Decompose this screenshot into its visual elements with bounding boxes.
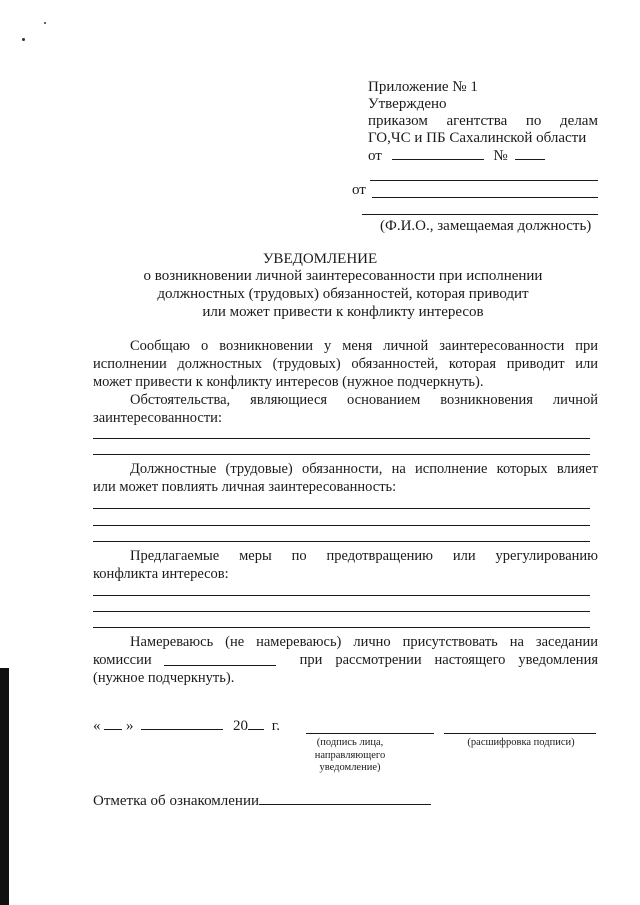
month-blank [141, 716, 223, 730]
fill-line [93, 611, 590, 612]
year-blank [248, 716, 264, 730]
title-line-3: или может привести к конфликту интересов [202, 304, 484, 320]
order-number-label: № [493, 148, 508, 164]
addressee-line-3 [362, 214, 598, 215]
scan-speck [44, 22, 46, 24]
p5-line-3: (нужное подчеркнуть). [93, 670, 235, 686]
scan-edge-shadow [0, 668, 9, 905]
order-date-number-row [368, 146, 545, 165]
paragraph-5 [93, 633, 598, 687]
signature-caption-line: уведомление) [319, 762, 381, 773]
year-suffix: г. [271, 718, 280, 734]
date-row [93, 716, 280, 735]
p5-commission-label: комиссии [93, 652, 152, 668]
fill-line [93, 541, 590, 542]
agency-name: ГО,ЧС и ПБ Сахалинской области [368, 130, 587, 146]
p1-line-2: исполнении должностных (трудовых) обязанностей, которая приводит или [93, 356, 598, 372]
addressee-line-2 [372, 197, 598, 198]
fill-line [93, 627, 590, 628]
paragraph-2 [93, 391, 598, 427]
day-blank [104, 716, 122, 730]
order-word: приказом [368, 113, 428, 129]
date-quote-open: « [93, 718, 101, 734]
title-line-1: о возникновении личной заинтересованности при исполнении [143, 268, 543, 284]
addressee-line-1 [370, 180, 598, 181]
signature-caption-line: (подпись лица, [316, 737, 384, 748]
p5-line-2 [93, 651, 598, 669]
order-word: делам [560, 113, 598, 129]
p1-line-1: Сообщаю о возникновении у меня личной заинтересованности при [130, 338, 598, 354]
signature-line [306, 733, 434, 734]
appendix-label: Приложение № 1 [368, 79, 478, 95]
acquaint-label: Отметка об ознакомлении [93, 793, 260, 809]
p3-line-1: Должностные (трудовые) обязанности, на исполнение которых влияет [130, 461, 598, 477]
fill-line [93, 508, 590, 509]
fill-line [93, 454, 590, 455]
p5-consideration-text: при рассмотрении настоящего уведомления [299, 652, 598, 668]
p3-line-2: или может повлиять личная заинтересованность: [93, 479, 397, 495]
commission-blank [164, 652, 276, 666]
order-date-blank [392, 146, 484, 160]
scan-speck [22, 38, 25, 41]
signature-decode-line [444, 733, 596, 734]
paragraph-1 [93, 337, 598, 391]
paragraph-4 [93, 547, 598, 583]
addressee-caption: (Ф.И.О., замещаемая должность) [380, 218, 592, 234]
acquaint-row [93, 791, 431, 810]
fill-line [93, 525, 590, 526]
order-date-label: от [368, 148, 382, 164]
signature-caption [300, 737, 400, 775]
approved-label: Утверждено [368, 96, 447, 112]
fill-line [93, 438, 590, 439]
decode-caption: (расшифровка подписи) [467, 737, 575, 748]
order-number-blank [515, 146, 545, 160]
p4-line-2: конфликта интересов: [93, 566, 229, 582]
title-line-2: должностных (трудовых) обязанностей, которая приводит [157, 286, 529, 302]
p2-line-2: заинтересованности: [93, 410, 222, 426]
addressee-from-label: от [352, 182, 366, 198]
p5-line-1: Намереваюсь (не намереваюсь) лично присутствовать на заседании [130, 634, 598, 650]
p4-line-1: Предлагаемые меры по предотвращению или урегулированию [130, 548, 598, 564]
year-prefix: 20 [233, 718, 248, 734]
signature-caption-line: направляющего [314, 749, 386, 761]
acquaint-blank [259, 791, 431, 805]
document-title: УВЕДОМЛЕНИЕ [262, 251, 378, 267]
order-word: агентства [446, 113, 508, 129]
p1-line-3: может привести к конфликту интересов (нужное подчеркнуть). [93, 374, 484, 390]
paragraph-3 [93, 460, 598, 496]
date-quote-close: » [126, 718, 134, 734]
p2-line-1: Обстоятельства, являющиеся основанием возникновения личной [130, 392, 598, 408]
order-line [368, 112, 598, 130]
order-word: по [525, 113, 542, 129]
fill-line [93, 595, 590, 596]
